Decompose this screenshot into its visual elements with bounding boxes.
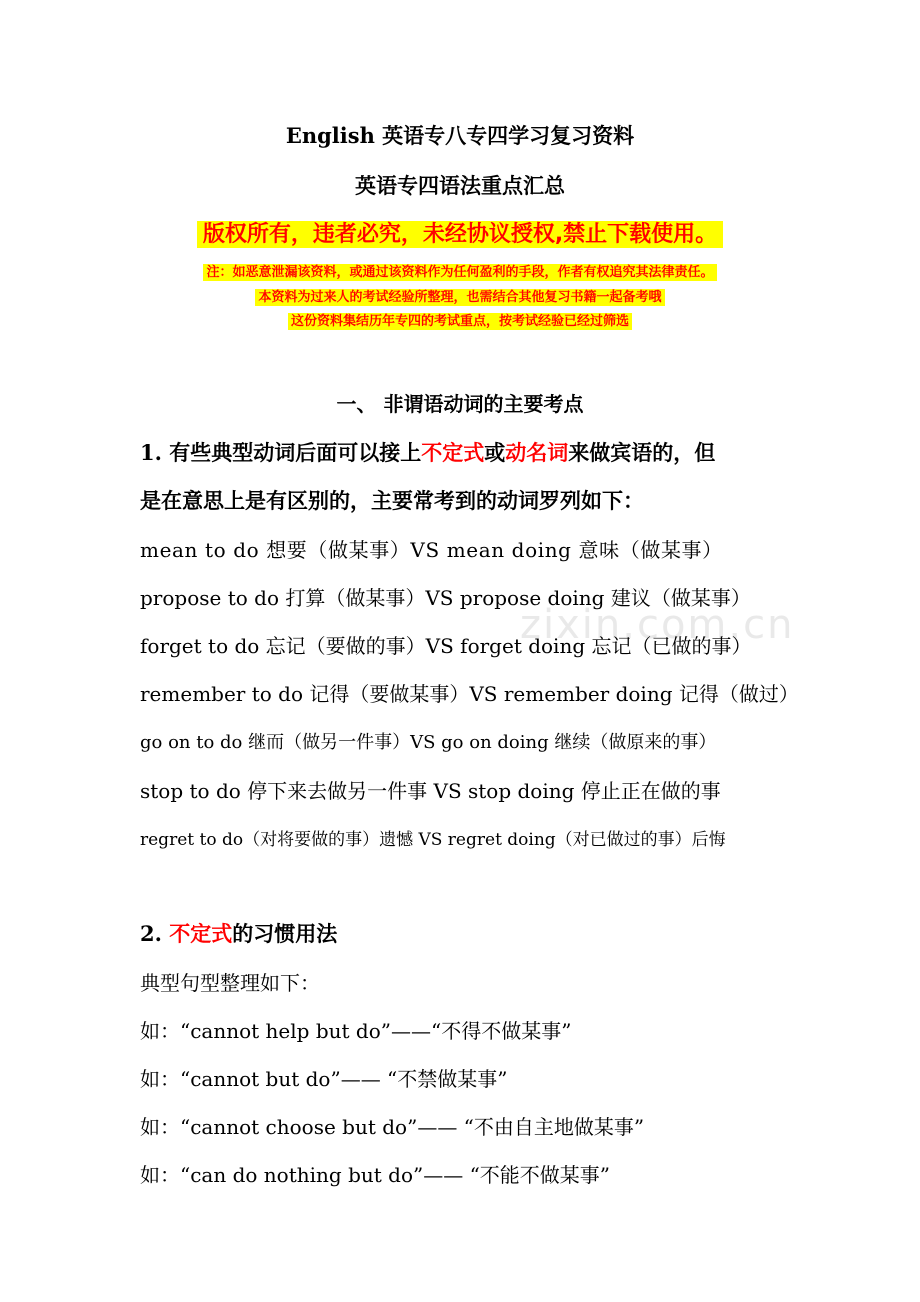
point1-text-b: 或 <box>484 440 506 465</box>
copyright-text: 版权所有，违者必究，未经协议授权,禁止下载使用。 <box>197 221 723 248</box>
pair-regret: regret to do（对将要做的事）遗憾 VS regret doing（对已做过的事）后悔 <box>140 830 726 850</box>
pair-remember: remember to do 记得（要做某事）VS remember doing 记得（做过） <box>140 682 799 706</box>
pair-mean: mean to do 想要（做某事）VS mean doing 意味（做某事） <box>140 538 723 562</box>
point1-line1 <box>140 437 715 467</box>
point1-text-a: 1. 有些典型动词后面可以接上 <box>140 440 422 465</box>
copyright-notice <box>0 217 920 248</box>
pair-go-on: go on to do 继而（做另一件事）VS go on doing 继续（做原来的事） <box>140 732 717 753</box>
pair-stop: stop to do 停下来去做另一件事 VS stop doing 停止正在做的事 <box>140 779 721 803</box>
scope-note-text: 这份资料集结历年专四的考试重点，按考试经验已经过筛选 <box>288 313 632 330</box>
point2-heading <box>140 918 337 948</box>
scope-note <box>0 310 920 329</box>
watermark: zixin.com.cn <box>520 602 795 648</box>
point1-text-c: 来做宾语的，但 <box>568 440 716 465</box>
source-note-text: 本资料为过来人的考试经验所整理，也需结合其他复习书籍一起备考哦 <box>255 289 664 306</box>
pair-propose: propose to do 打算（做某事）VS propose doing 建议（做某事） <box>140 586 751 610</box>
pair-forget: forget to do 忘记（要做的事）VS forget doing 忘记（已做的事） <box>140 634 752 658</box>
example-cannot-but: 如：“cannot but do”—— “不禁做某事” <box>140 1067 508 1091</box>
document-title: English 英语专八专四学习复习资料 <box>285 123 635 148</box>
example-cannot-choose-but: 如：“cannot choose but do”—— “不由自主地做某事” <box>140 1115 645 1139</box>
document-subtitle: 英语专四语法重点汇总 <box>355 173 565 198</box>
example-cannot-help-but: 如：“cannot help but do”——“不得不做某事” <box>140 1019 572 1043</box>
section-heading: 一、 非谓语动词的主要考点 <box>336 392 584 416</box>
point1-keyword-infinitive: 不定式 <box>421 440 485 465</box>
legal-note <box>0 261 920 280</box>
source-note <box>0 286 920 305</box>
legal-note-text: 注：如恶意泄漏该资料，或通过该资料作为任何盈利的手段，作者有权追究其法律责任。 <box>203 264 716 281</box>
example-can-do-nothing-but: 如：“can do nothing but do”—— “不能不做某事” <box>140 1163 611 1187</box>
point2-heading-rest: 的习惯用法 <box>232 921 338 946</box>
point1-keyword-gerund: 动名词 <box>505 440 569 465</box>
point2-keyword-infinitive: 不定式 <box>169 921 233 946</box>
point1-line2: 是在意思上是有区别的，主要常考到的动词罗列如下： <box>140 488 644 513</box>
point2-intro: 典型句型整理如下： <box>140 971 320 995</box>
point2-number: 2. <box>140 921 170 946</box>
